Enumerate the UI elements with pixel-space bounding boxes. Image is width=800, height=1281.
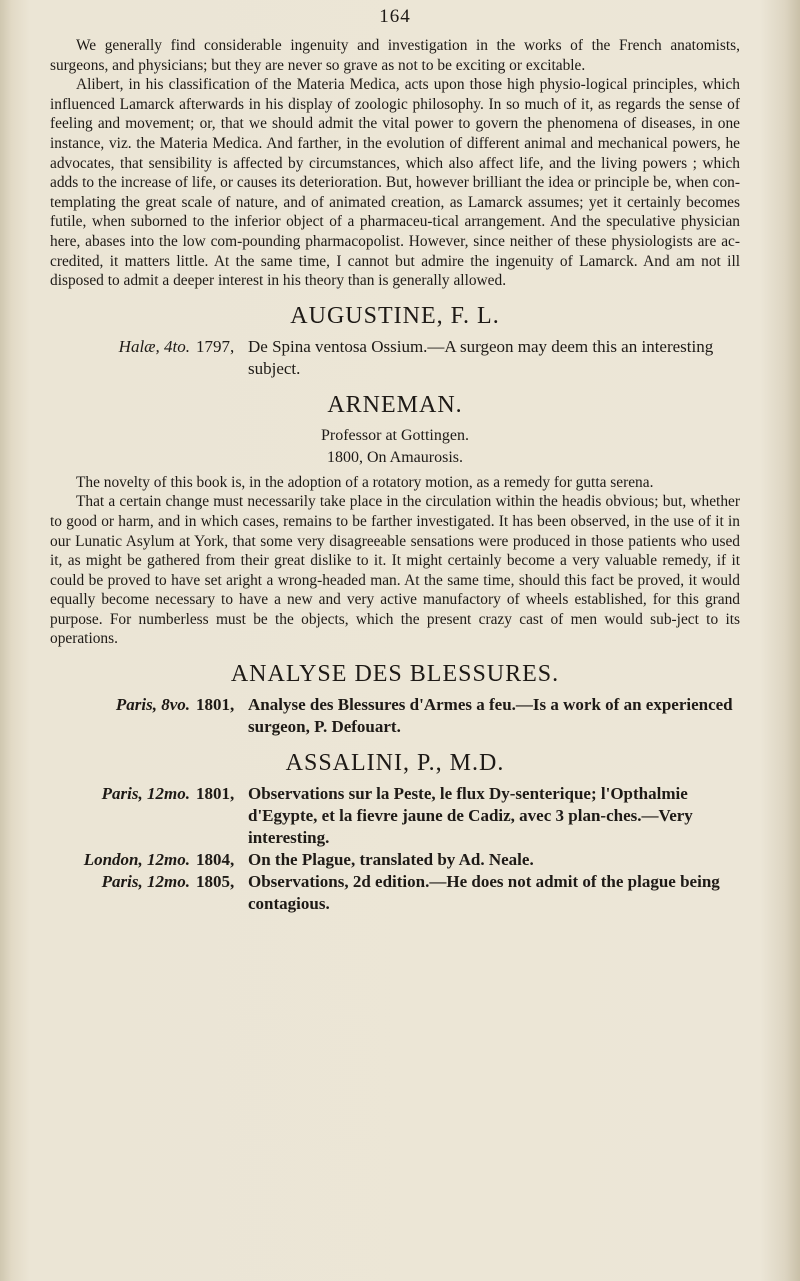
entry-assalini-1	[50, 783, 740, 849]
entry-year: 1797,	[196, 336, 235, 356]
entry-description: Observations sur la Peste, le flux Dy-senterique; l'Opthalmie d'Egypte, et la fievre jaune de Cadiz, avec 3 plan-ches.—Very interesting.	[248, 784, 693, 848]
page-content	[50, 6, 740, 915]
arneman-title: Professor at Gottingen.	[321, 426, 469, 444]
entry-description: Observations, 2d edition.—He does not admit of the plague being contagious.	[248, 872, 720, 914]
entry-description: On the Plague, translated by Ad. Neale.	[248, 850, 534, 870]
arneman-work: 1800, On Amaurosis.	[327, 448, 463, 466]
heading-arneman: ARNEMAN.	[327, 391, 463, 418]
arneman-paragraph-2: That a certain change must necessarily take place in the circulation within the headis obvious; but, whether to good or harm, and in which cases, remains to be farther investigated. It has been observed, in the use of it in our Lunatic Asylum at York, that some very disagreeable sensations were produced in those patients who used it, as might be gathered from their great dislike to it. It might certainly become a very valuable remedy, if it could be proved to have set aright a wrong-headed man. At the same time, should this fact be proved, it would equally become necessary to have a new and very active manufactory of wheels established, for this grand purpose. For numberless must be the objects, which the present crazy cast of men would sub-ject to its operations.	[50, 493, 740, 648]
heading-assalini: ASSALINI, P., M.D.	[285, 750, 505, 777]
entry-augustine	[50, 336, 740, 380]
entry-description: Analyse des Blessures d'Armes a feu.—Is a work of an experienced surgeon, P. Defouart.	[248, 695, 733, 737]
entry-year: 1804,	[196, 850, 235, 870]
entry-analyse	[50, 694, 740, 738]
entry-place: Paris, 12mo.	[101, 872, 190, 892]
entry-year: 1805,	[196, 872, 235, 892]
entry-assalini-2	[50, 849, 740, 871]
entry-place: Halæ, 4to.	[118, 336, 190, 356]
entry-assalini-3	[50, 871, 740, 915]
entry-description: De Spina ventosa Ossium.—A surgeon may deem this an interesting subject.	[248, 336, 714, 378]
entry-place: Paris, 12mo.	[101, 784, 190, 804]
page-number: 164	[379, 6, 411, 27]
entry-place: London, 12mo.	[83, 850, 190, 870]
entry-year: 1801,	[196, 784, 235, 804]
entry-place: Paris, 8vo.	[115, 695, 190, 715]
heading-analyse: ANALYSE DES BLESSURES.	[230, 661, 560, 688]
intro-paragraph-2: Alibert, in his classification of the Materia Medica, acts upon those high physio-logical principles, which influenced Lamarck afterwards in his display of zoologic philosophy. In so much of it, as regards the sense of feeling and movement; or, that we should admit the vital power to govern the phenomena of diseases, in one instance, viz. the Materia Medica. And farther, in the evolution of different animal and mechanical powers, he advocates, that sensibility is affected by circumstances, which also affect life, and the living powers ; which adds to the increase of life, or causes its deterioration. But, however brilliant the idea or principle be, when con-templating the great scale of nature, and of animated creation, as Lamarck assumes; yet it certainly becomes futile, when suborned to the inferior object of a pharmaceu-tical arrangement. And the speculative physician here, abases into the low com-pounding pharmacopolist. However, since neither of these physiologists are ac-credited, it matters little. At the same time, I cannot but admire the ingenuity of Lamarck. And am not ill disposed to admit a deeper interest in his theory than is generally allowed.	[50, 76, 740, 290]
arneman-paragraph-1: The novelty of this book is, in the adoption of a rotatory motion, as a remedy for gutta serena.	[76, 473, 654, 491]
entry-year: 1801,	[196, 695, 235, 715]
intro-paragraph-1: We generally find considerable ingenuity and investigation in the works of the French anatomists, surgeons, and physicians; but they are never so grave as not to be exciting or excitable.	[50, 37, 740, 74]
heading-augustine: AUGUSTINE, F. L.	[290, 302, 500, 329]
